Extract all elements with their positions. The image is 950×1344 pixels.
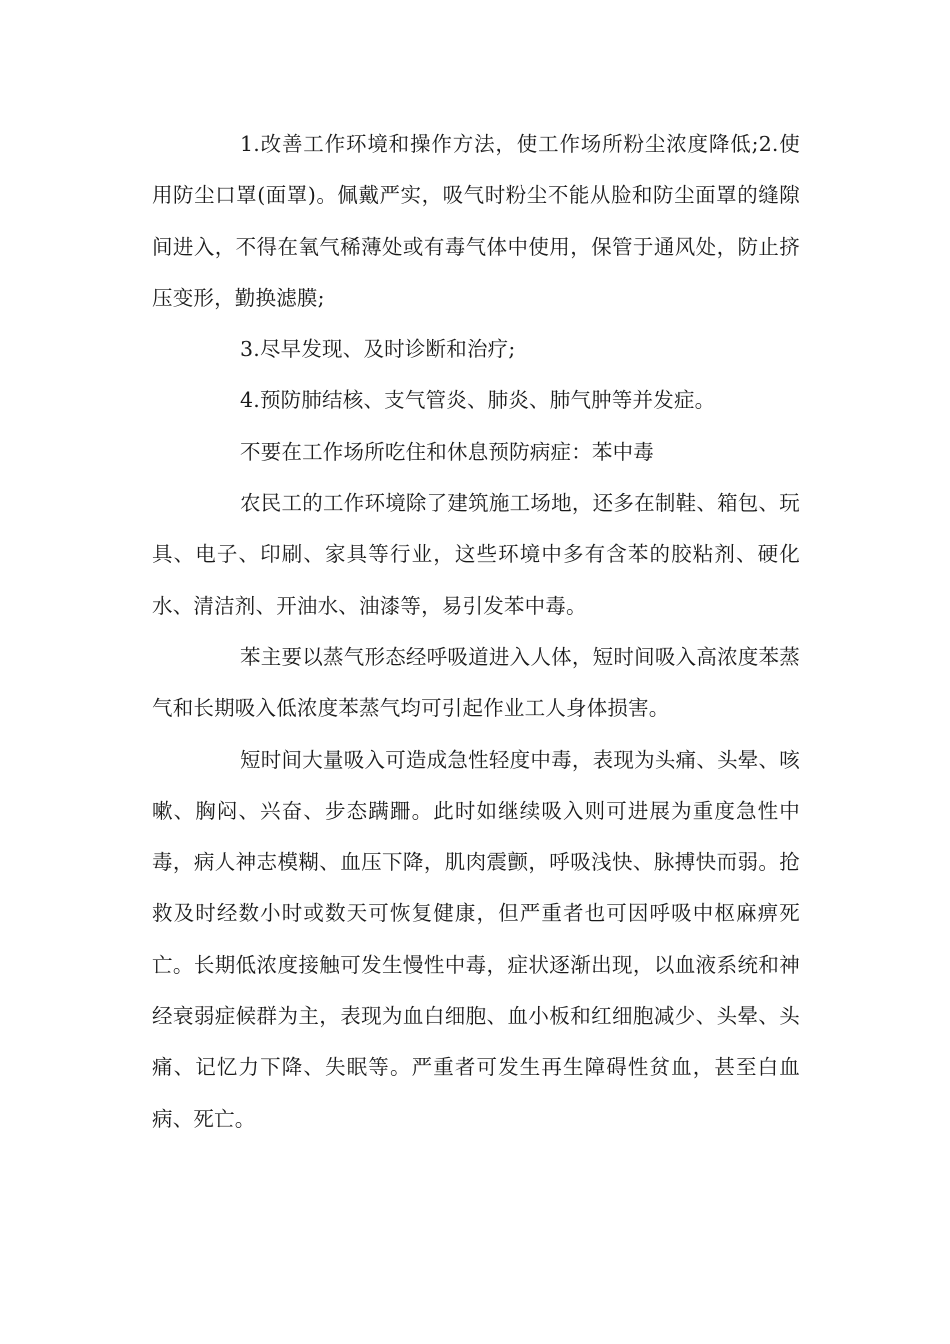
- paragraph-benzene-heading: 不要在工作场所吃住和休息预防病症：苯中毒: [240, 439, 654, 464]
- paragraph-dust-prevention-measures: 1.改善工作环境和操作方法，使工作场所粉尘浓度降低;2.使用防尘口罩(面罩)。佩戴严实，吸气时粉尘不能从脸和防尘面罩的缝隙间进入，不得在氧气稀薄处或有毒气体中使用，保管于通风处，防止挤压变形，勤换滤膜;: [152, 132, 800, 310]
- document-body: [152, 119, 800, 1145]
- paragraph-benzene-exposure: 苯主要以蒸气形态经呼吸道进入人体，短时间吸入高浓度苯蒸气和长期吸入低浓度苯蒸气均可引起作业工人身体损害。: [152, 644, 800, 721]
- paragraph-poisoning-symptoms: 短时间大量吸入可造成急性轻度中毒，表现为头痛、头晕、咳嗽、胸闷、兴奋、步态蹒跚。此时如继续吸入则可进展为重度急性中毒，病人神志模糊、血压下降，肌肉震颤，呼吸浅快、脉搏快而弱。抢救及时经数小时或数天可恢复健康，但严重者也可因呼吸中枢麻痹死亡。长期低浓度接触可发生慢性中毒，症状逐渐出现，以血液系统和神经衰弱症候群为主，表现为血白细胞、血小板和红细胞减少、头晕、头痛、记忆力下降、失眠等。严重者可发生再生障碍性贫血，甚至白血病、死亡。: [152, 747, 800, 1131]
- paragraph-early-diagnosis: 3.尽早发现、及时诊断和治疗;: [240, 337, 516, 362]
- paragraph-work-environment: 农民工的工作环境除了建筑施工场地，还多在制鞋、箱包、玩具、电子、印刷、家具等行业，这些环境中多有含苯的胶粘剂、硬化水、清洁剂、开油水、油漆等，易引发苯中毒。: [152, 491, 800, 618]
- paragraph-prevent-complications: 4.预防肺结核、支气管炎、肺炎、肺气肿等并发症。: [240, 388, 716, 413]
